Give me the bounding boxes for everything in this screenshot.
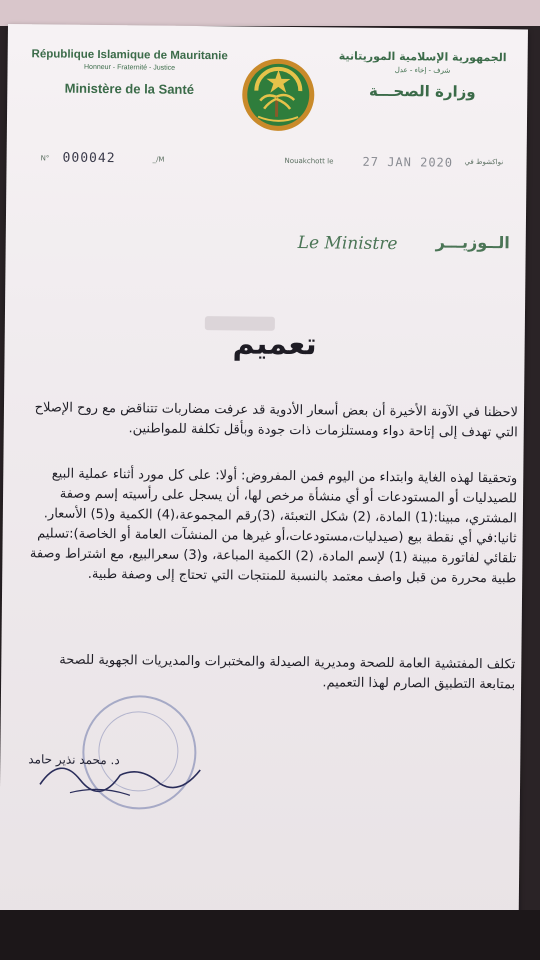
republic-name-ar: الجمهورية الإسلامية الموريتانية [338,49,507,65]
ministry-name-ar: وزارة الصحـــة [368,81,476,101]
reference-number: 000042 [62,150,116,167]
motto-ar: شرف - إخاء - عدل [394,66,451,75]
document-title: تعميم [232,326,317,363]
signatory-title-ar: الــوزيـــر [435,232,510,253]
reference-number-label: N° [40,154,50,163]
date-stamp: 27 JAN 2020 [362,154,454,170]
signer-name: د. محمد نذير حامد [28,752,120,768]
header-arabic [327,49,518,101]
photo-background-bottom [0,910,540,960]
document-page [0,24,528,929]
reference-line [26,150,516,175]
ministry-name-fr: Ministère de la Santé [64,80,195,97]
header-french [19,48,239,97]
paragraph-assignment: تكلف المفتشية العامة للصحة ومديرية الصيدلة والمختبرات والمديريات الجهوية للصحة بمتابعة التطبيق الصارم لهذا التعميم. [59,652,516,693]
photo-background-top [0,0,540,26]
signatory-title-fr: Le Ministre [297,233,398,255]
reference-number-suffix: _/M [152,155,165,164]
place-label: Nouakchott le [284,156,334,166]
republic-name-fr: République Islamique de Mauritanie [31,48,228,63]
motto-fr: Honneur - Fraternité - Justice [83,63,176,72]
national-seal-icon [240,56,317,133]
paragraph-intro: لاحظنا في الآونة الأخيرة أن بعض أسعار الأدوية قد عرفت مضاربات تتناقض مع روح الإصلاح التي تهدف إلى إتاحة دواء ومستلزمات ذات جودة وبأقل تكلفة للمواطنين. [34,400,519,441]
paragraph-measures: وتحقيقا لهذه الغاية وابتداء من اليوم فمن المفروض: أولا: على كل مورد أثناء عملية البيع للصيدليات أو المستودعات أو أي منشأة مرخص لها، أن يسجل على رأسيته إسم وصفة المشتري، مبينا:(1) المادة، (2) شكل التعبئة، (3)رقم المجموعة،(4) الكمية و(5) الأسعار. ثانيا:في أي نقطة بيع (صيدليات،مستودعات،أو غيرها من المنشآت العامة أو الخاصة):تسليم تلقائي لفاتورة مبينة (1) لإسم المادة، (2) الكمية المباعة، و(3) سعرالبيع، مع اشتراط وصفة طبية محررة من قبل واصف معتمد بالنسبة للمنتجات التي تحتاج إلى وصفة طبية. [29,466,518,587]
place-label-ar: نواكشوط في [464,157,504,167]
